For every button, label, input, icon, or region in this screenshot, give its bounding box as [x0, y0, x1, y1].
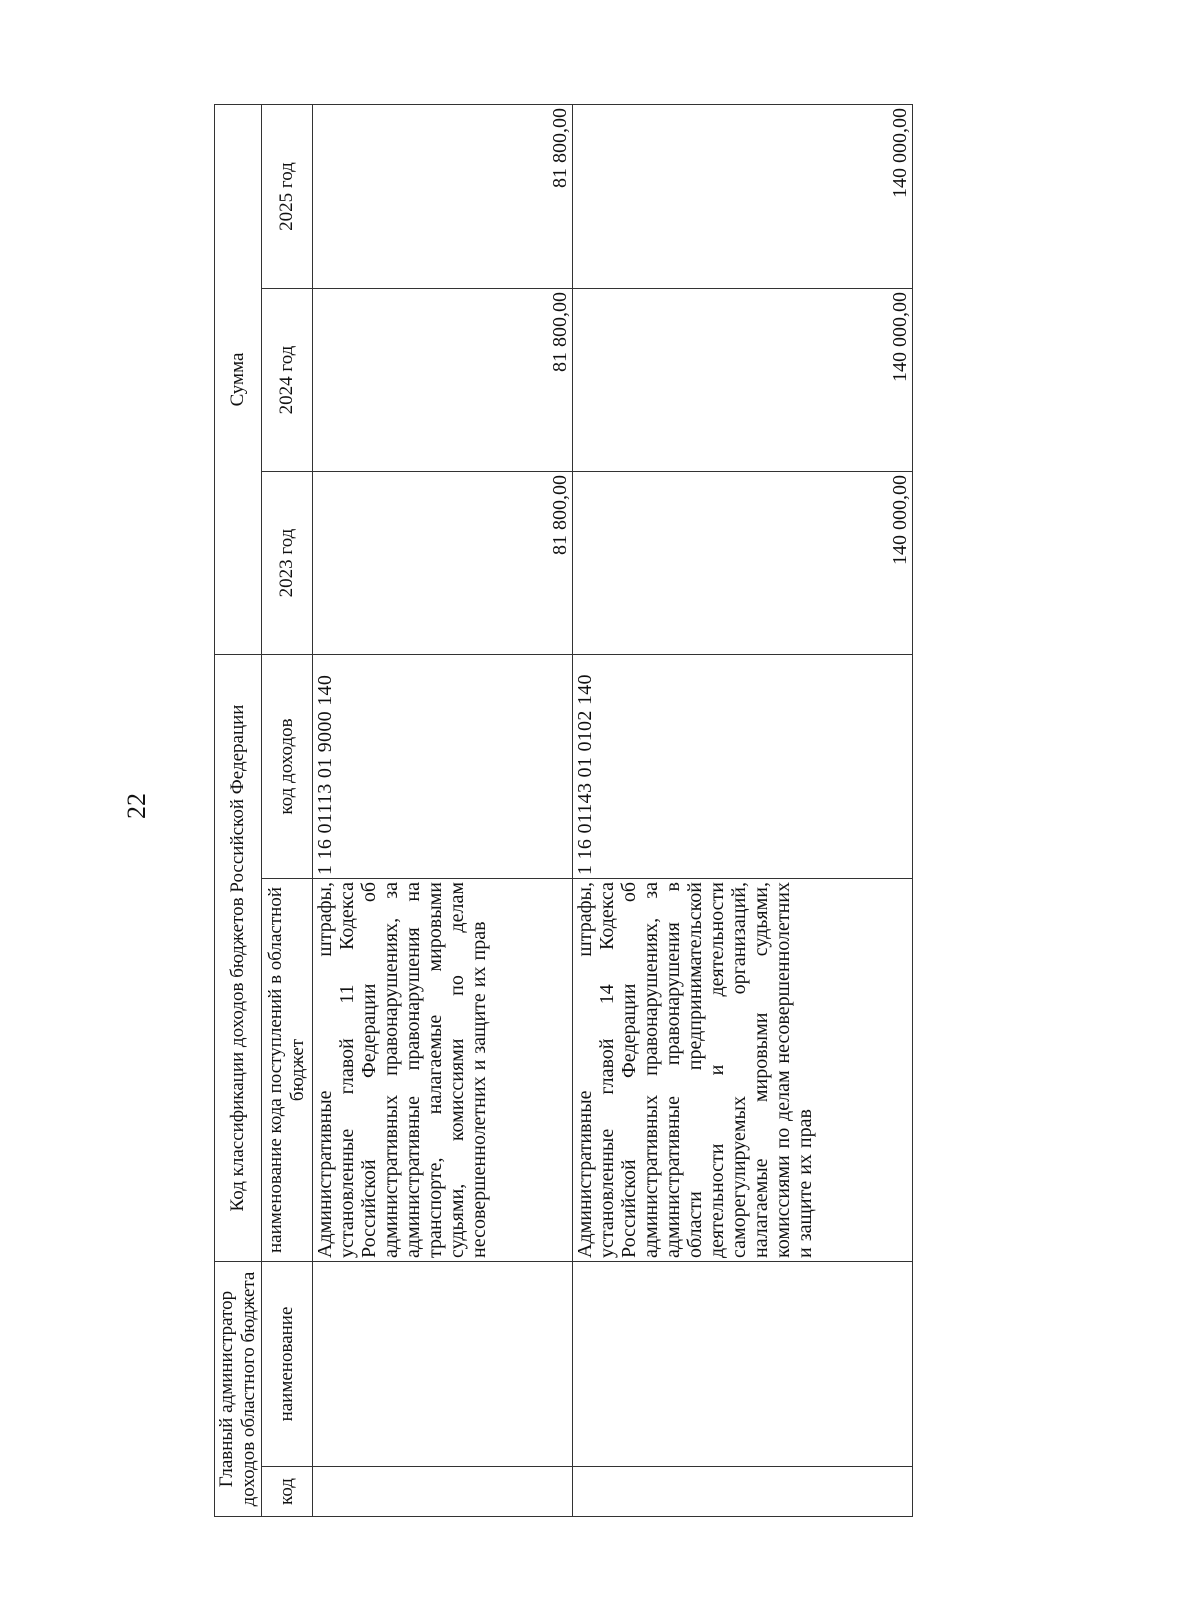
header-admin-group: Главный администратор доходов областного бюджета — [215, 1262, 262, 1517]
cell-income-code: 1 16 01143 01 0102 140 — [573, 655, 913, 879]
header-name: наименование — [262, 1262, 313, 1467]
header-income-name: наименование кода поступлений в областной бюджет — [262, 879, 313, 1262]
header-classification-group: Код классификации доходов бюджетов Российской Федерации — [215, 655, 262, 1262]
rotated-table-container — [214, 105, 919, 1517]
cell-income-name: Административные штрафы, установленные главой 11 Кодекса Российской Федерации об административных правонарушениях, за административные правонарушения на транспорте, налагаемые мировыми судьями, комиссиями по делам несовершеннолетних и защите их прав — [313, 879, 573, 1262]
cell-income-code: 1 16 01113 01 9000 140 — [313, 655, 573, 879]
header-row-2 — [262, 104, 313, 1516]
cell-2025: 140 000,00 — [573, 104, 913, 288]
header-code: код — [262, 1467, 313, 1517]
cell-2025: 81 800,00 — [313, 104, 573, 288]
header-row-1 — [215, 104, 262, 1516]
cell-code — [573, 1467, 913, 1517]
header-2023: 2023 год — [262, 472, 313, 655]
cell-2023: 81 800,00 — [313, 472, 573, 655]
cell-name — [313, 1262, 573, 1467]
cell-name — [573, 1262, 913, 1467]
revenue-table — [214, 104, 913, 1517]
cell-2024: 81 800,00 — [313, 289, 573, 472]
cell-code — [313, 1467, 573, 1517]
header-income-code: код доходов — [262, 655, 313, 879]
header-2025: 2025 год — [262, 104, 313, 288]
header-sum-group: Сумма — [215, 104, 262, 654]
table-row — [313, 104, 573, 1516]
cell-2023: 140 000,00 — [573, 472, 913, 655]
cell-2024: 140 000,00 — [573, 289, 913, 472]
header-2024: 2024 год — [262, 289, 313, 472]
page-number: 22 — [122, 793, 151, 819]
table-row — [573, 104, 913, 1516]
cell-income-name: Административные штрафы, установленные главой 14 Кодекса Российской Федерации об административных правонарушениях, за административные правонарушения в области предпринимательской деятельности и деятельности саморегулируемых организаций, налагаемые мировыми судьями, комиссиями по делам несовершеннолетних и защите их прав — [573, 879, 913, 1262]
